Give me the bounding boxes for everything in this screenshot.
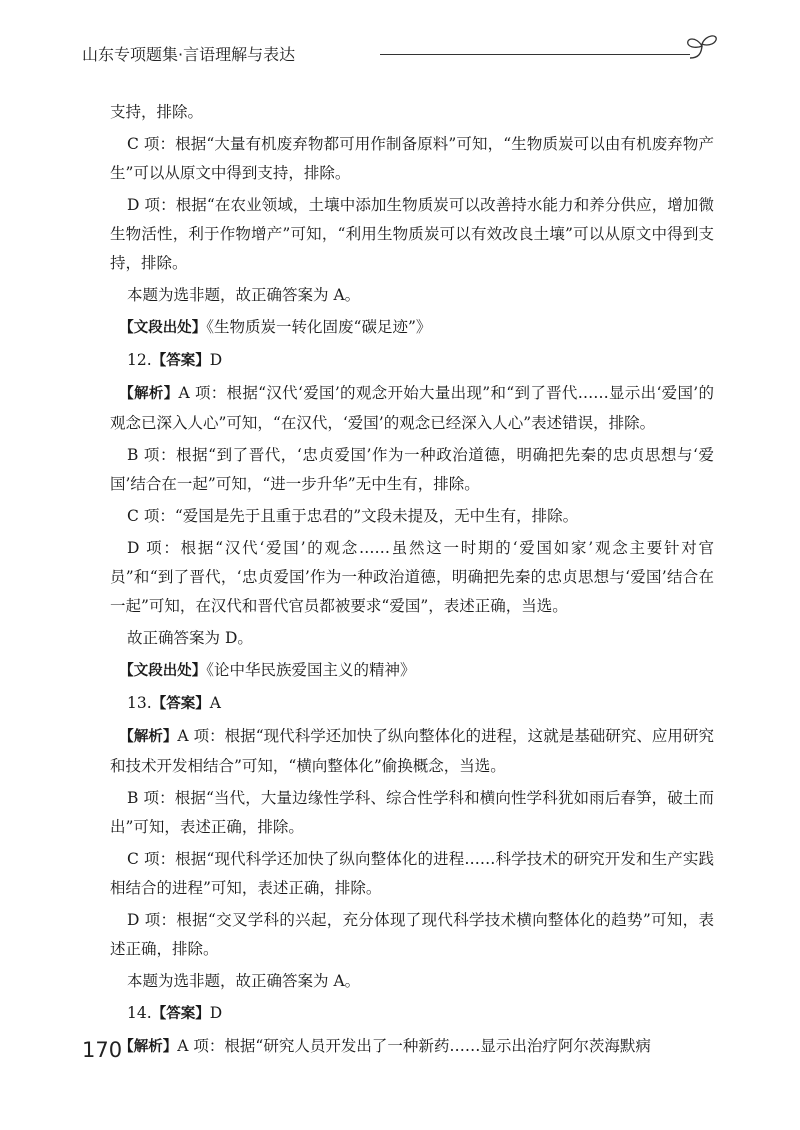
- source-line: [110, 656, 714, 686]
- sprout-icon: [682, 30, 722, 64]
- source-text: 《论中华民族爱国主义的精神》: [206, 661, 416, 679]
- header-rule: [380, 54, 690, 55]
- source-line: [110, 313, 714, 343]
- answer-label: 【答案】: [151, 1006, 210, 1022]
- paragraph: 故正确答案为 D。: [127, 629, 253, 647]
- source-label: 【文段出处】: [119, 663, 207, 679]
- running-header: [82, 30, 718, 70]
- question-number: 13.: [127, 694, 152, 712]
- analysis-label: 【解析】: [119, 1039, 178, 1055]
- analysis-text: A 项：根据“研究人员开发出了一种新药……显示出治疗阿尔茨海默病: [177, 1037, 651, 1055]
- analysis-paragraph: [110, 722, 714, 781]
- answer-value: D: [209, 1004, 223, 1022]
- paragraph: D 项：根据“汉代‘爱国’的观念……虽然这一时期的‘爱国如家’观念主要针对官员”和“到了晋代，‘忠贞爱国’作为一种政治道德，明确把先秦的忠贞思想与‘爱国’结合在一起”可知，在汉代和晋代官员都被要求“爱国”，表述正确，当选。: [110, 539, 714, 615]
- answer-line: [110, 346, 714, 376]
- analysis-text: A 项：根据“汉代‘爱国’的观念开始大量出现”和“到了晋代……显示出‘爱国’的观念已深入人心”可知，“在汉代，‘爱国’的观念已经深入人心”表述错误，排除。: [110, 384, 715, 432]
- analysis-label: 【解析】: [119, 386, 179, 402]
- paragraph: C 项：“爱国是先于且重于忠君的”文段未提及，无中生有，排除。: [127, 507, 579, 525]
- paragraph: C 项：根据“现代科学还加快了纵向整体化的进程……科学技术的研究开发和生产实践相结合的进程”可知，表述正确，排除。: [110, 850, 714, 897]
- answer-value: A: [209, 694, 221, 712]
- answer-label: 【答案】: [151, 696, 210, 712]
- source-label: 【文段出处】: [119, 320, 207, 336]
- answer-line: [110, 999, 714, 1029]
- paragraph: C 项：根据“大量有机废弃物都可用作制备原料”可知，“生物质炭可以由有机废弃物产生”可以从原文中得到支持，排除。: [110, 135, 714, 182]
- question-number: 12.: [127, 351, 152, 369]
- analysis-paragraph: [110, 379, 714, 438]
- analysis-text: A 项：根据“现代科学还加快了纵向整体化的进程，这就是基础研究、应用研究和技术开发相结合”可知，“横向整体化”偷换概念，当选。: [110, 727, 714, 775]
- analysis-paragraph: [110, 1032, 714, 1062]
- answer-line: [110, 689, 714, 719]
- paragraph: 本题为选非题，故正确答案为 A。: [127, 972, 361, 990]
- answer-label: 【答案】: [151, 353, 210, 369]
- header-title: 山东专项题集·言语理解与表达: [82, 45, 296, 64]
- paragraph: D 项：根据“交叉学科的兴起，充分体现了现代科学技术横向整体化的趋势”可知，表述正确，排除。: [110, 911, 714, 958]
- question-number: 14.: [127, 1004, 152, 1022]
- answer-explanations: [110, 98, 714, 1065]
- paragraph: D 项：根据“在农业领域，土壤中添加生物质炭可以改善持水能力和养分供应，增加微生物活性，利于作物增产”可知，“利用生物质炭可以有效改良土壤”可以从原文中得到支持，排除。: [110, 196, 714, 272]
- paragraph: 支持，排除。: [110, 103, 204, 121]
- page-number: 170: [82, 1038, 123, 1062]
- analysis-label: 【解析】: [119, 729, 178, 745]
- paragraph: 本题为选非题，故正确答案为 A。: [127, 286, 361, 304]
- source-text: 《生物质炭一转化固废“碳足迹”》: [206, 318, 432, 336]
- paragraph: B 项：根据“当代，大量边缘性学科、综合性学科和横向性学科犹如雨后春笋，破土而出”可知，表述正确，排除。: [110, 789, 714, 836]
- paragraph: B 项：根据“到了晋代，‘忠贞爱国’作为一种政治道德，明确把先秦的忠贞思想与‘爱国’结合在一起”可知，“进一步升华”无中生有，排除。: [110, 446, 714, 493]
- answer-value: D: [209, 351, 223, 369]
